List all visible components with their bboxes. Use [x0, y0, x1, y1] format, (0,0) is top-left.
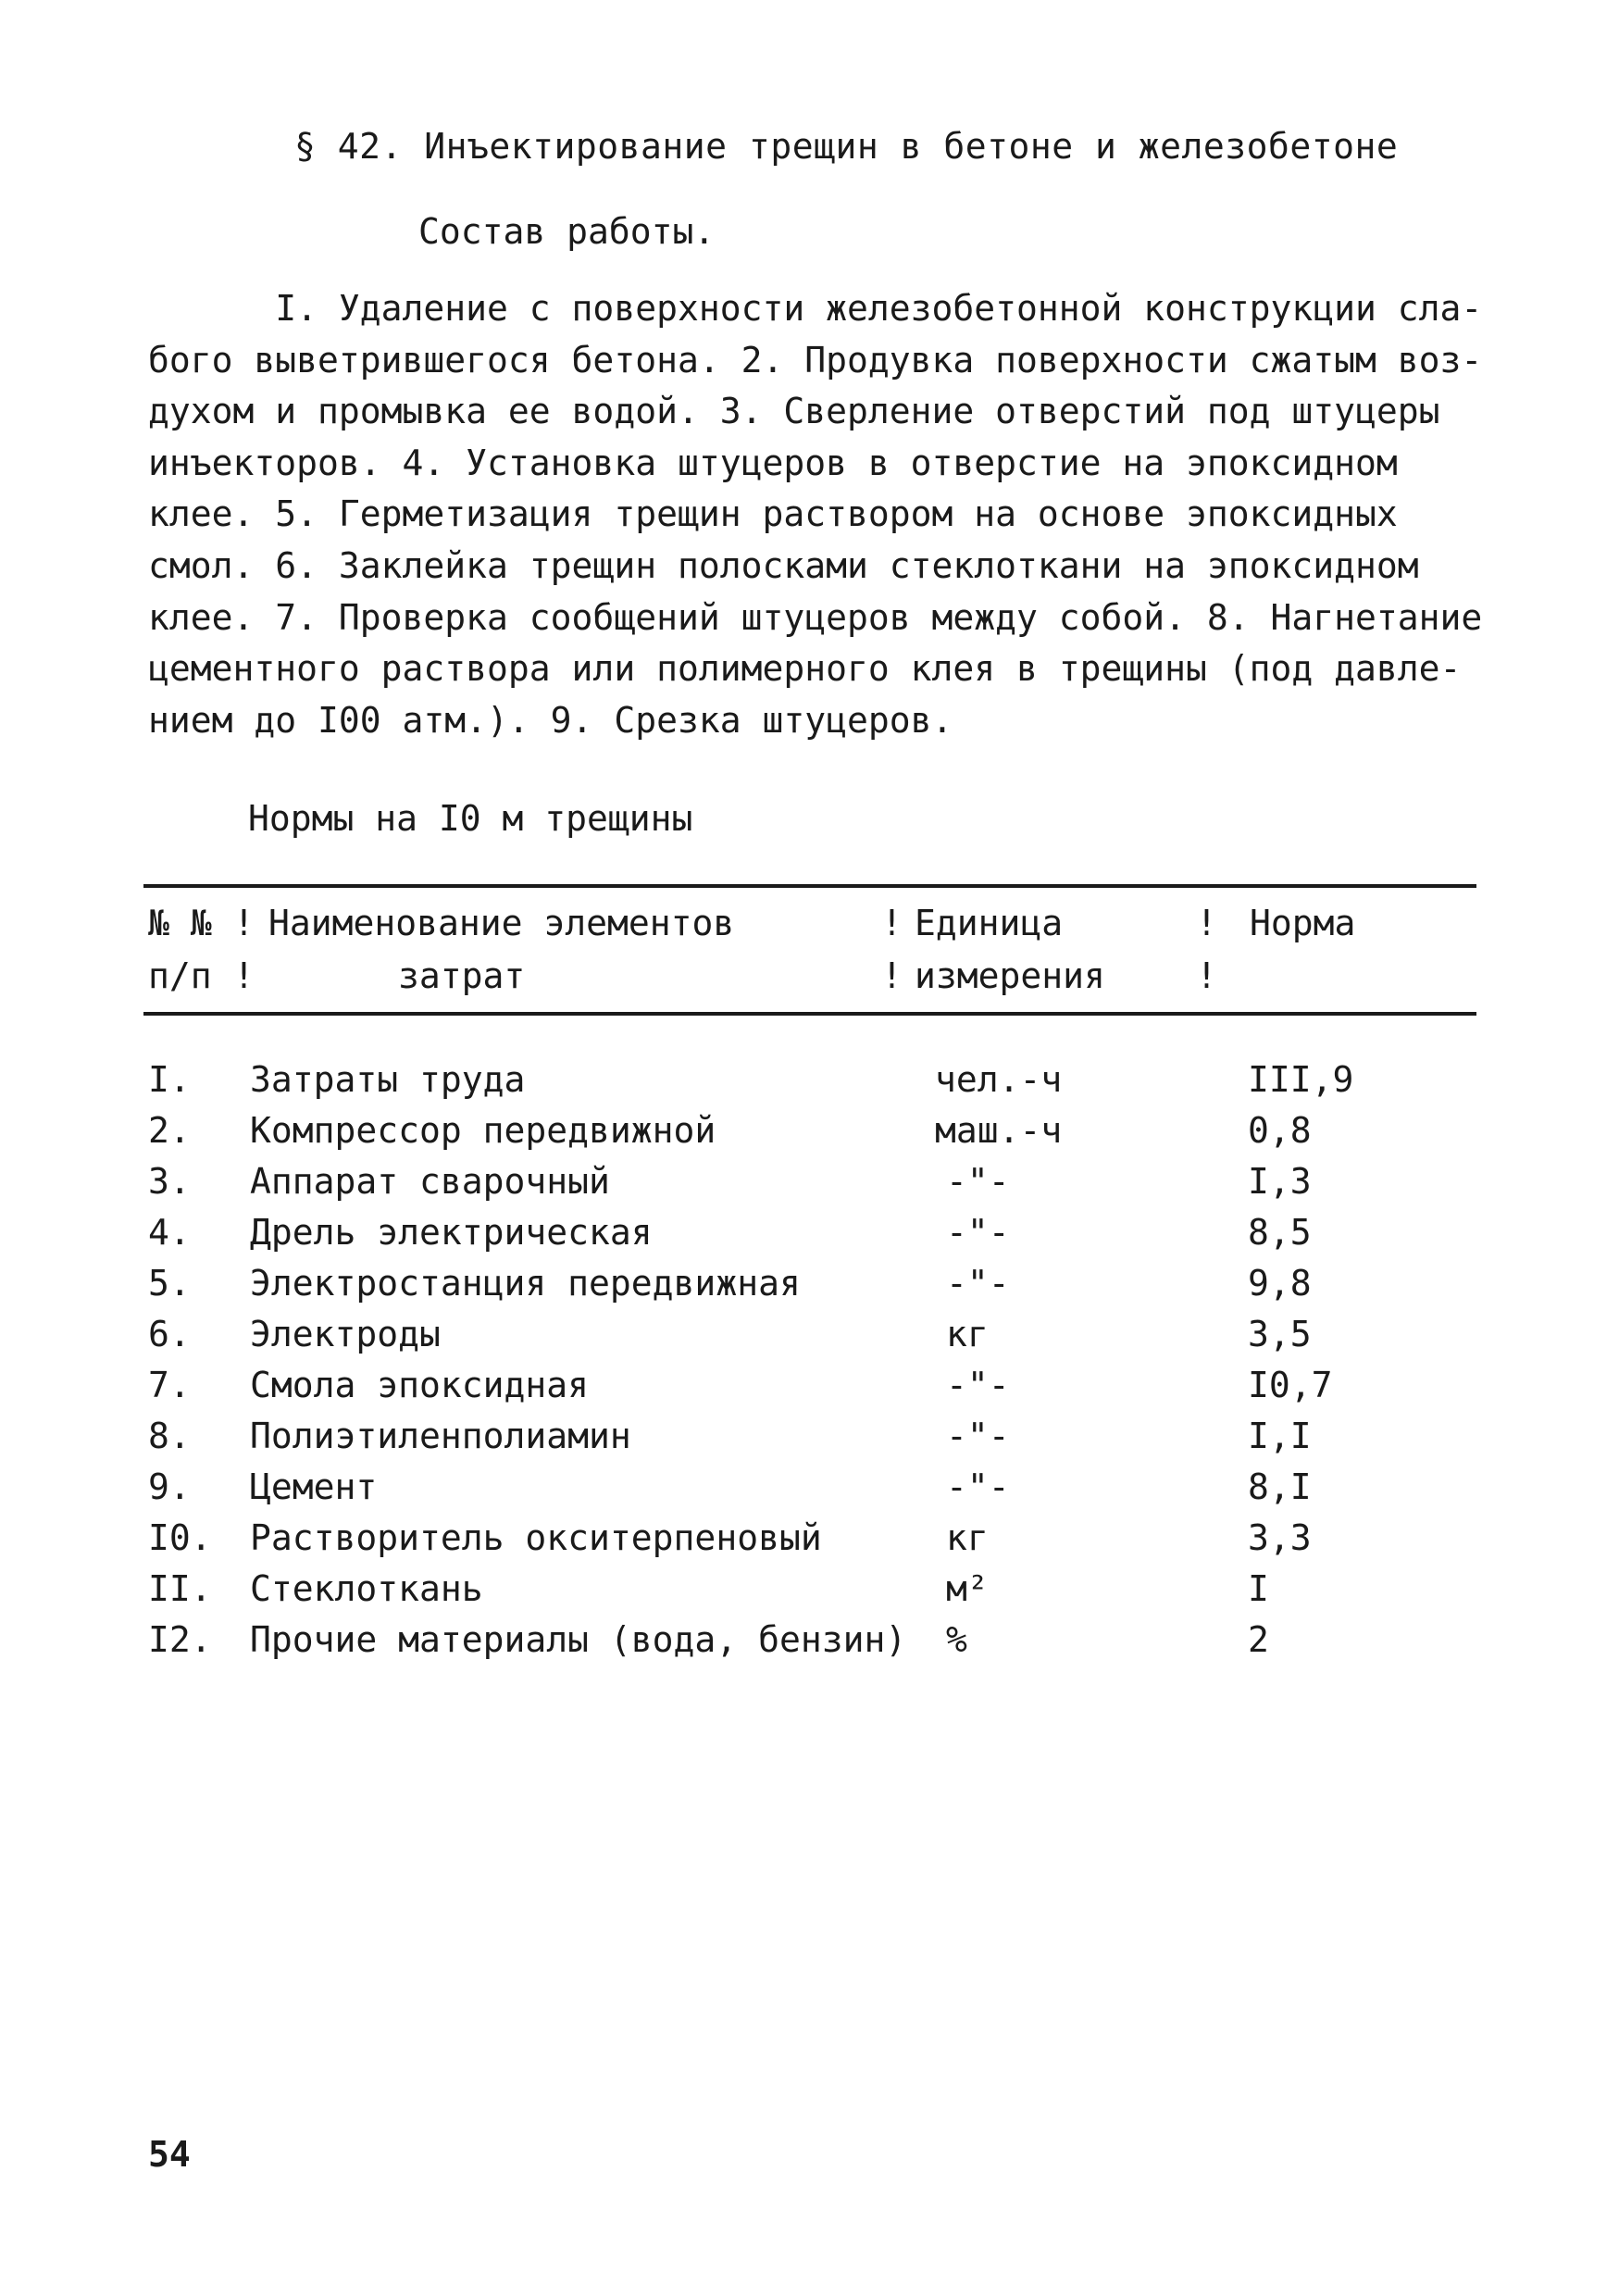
- row-norm: I0,7: [1248, 1365, 1333, 1405]
- row-unit: -"-: [946, 1161, 1010, 1202]
- row-number: 3.: [148, 1161, 191, 1202]
- header-separator: !: [1196, 903, 1217, 943]
- row-unit: -"-: [946, 1263, 1010, 1304]
- row-norm: 3,3: [1248, 1517, 1312, 1558]
- row-unit: маш.-ч: [935, 1110, 1063, 1151]
- row-name: Стеклоткань: [250, 1568, 483, 1609]
- row-unit: %: [946, 1619, 967, 1660]
- work-text-line: духом и промывка ее водой. 3. Сверление отверстий под штуцеры: [148, 391, 1440, 432]
- row-unit: кг: [946, 1517, 989, 1558]
- row-name: Электростанция передвижная: [250, 1263, 801, 1304]
- row-number: 6.: [148, 1314, 191, 1354]
- table-row: [0, 1416, 1619, 1466]
- table-header-rule: [143, 1012, 1476, 1016]
- row-number: I2.: [148, 1619, 212, 1660]
- header-unit-line1: Единица: [915, 903, 1064, 943]
- table-row: [0, 1619, 1619, 1670]
- work-text-line: I. Удаление с поверхности железобетонной конструкции сла-: [148, 288, 1483, 329]
- row-norm: 9,8: [1248, 1263, 1312, 1304]
- row-name: Смола эпоксидная: [250, 1365, 590, 1405]
- row-number: I.: [148, 1059, 191, 1100]
- header-num-line2: п/п: [148, 955, 212, 996]
- row-name: Дрель электрическая: [250, 1212, 653, 1253]
- row-number: 8.: [148, 1416, 191, 1456]
- row-unit: кг: [946, 1314, 989, 1354]
- row-unit: -"-: [946, 1212, 1010, 1253]
- work-heading: Состав работы.: [418, 211, 716, 252]
- table-row: [0, 1365, 1619, 1416]
- row-name: Растворитель окситерпеновый: [250, 1517, 822, 1558]
- table-row: [0, 1568, 1619, 1619]
- row-norm: I: [1248, 1568, 1269, 1609]
- table-row: [0, 1212, 1619, 1263]
- row-name: Аппарат сварочный: [250, 1161, 610, 1202]
- row-norm: 8,5: [1248, 1212, 1312, 1253]
- row-name: Электроды: [250, 1314, 441, 1354]
- row-number: 4.: [148, 1212, 191, 1253]
- table-row: [0, 1314, 1619, 1365]
- table-row: [0, 1110, 1619, 1161]
- header-name-line2: затрат: [398, 955, 526, 996]
- row-name: Полиэтиленполиамин: [250, 1416, 631, 1456]
- work-text-line: инъекторов. 4. Установка штуцеров в отверстие на эпоксидном: [148, 442, 1398, 483]
- table-row: [0, 1161, 1619, 1212]
- row-number: 5.: [148, 1263, 191, 1304]
- header-separator: !: [1196, 955, 1217, 996]
- section-title: § 42. Инъектирование трещин в бетоне и железобетоне: [294, 126, 1399, 167]
- row-norm: 8,I: [1248, 1466, 1312, 1507]
- header-separator: !: [233, 903, 255, 943]
- header-norm: Норма: [1250, 903, 1356, 943]
- header-num-line1: № №: [148, 903, 212, 943]
- table-row: [0, 1517, 1619, 1568]
- table-row: [0, 1263, 1619, 1314]
- table-row: [0, 1059, 1619, 1110]
- norms-caption: Нормы на I0 м трещины: [248, 798, 693, 839]
- header-separator: !: [233, 955, 255, 996]
- row-norm: 2: [1248, 1619, 1269, 1660]
- row-name: Компрессор передвижной: [250, 1110, 716, 1151]
- row-number: 9.: [148, 1466, 191, 1507]
- work-text-line: бого выветрившегося бетона. 2. Продувка поверхности сжатым воз-: [148, 339, 1483, 381]
- page-number: 54: [148, 2134, 191, 2175]
- work-text-line: нием до I00 атм.). 9. Срезка штуцеров.: [148, 699, 953, 741]
- row-unit: -"-: [946, 1365, 1010, 1405]
- row-unit: м²: [946, 1568, 989, 1609]
- row-norm: III,9: [1248, 1059, 1354, 1100]
- row-norm: 0,8: [1248, 1110, 1312, 1151]
- work-text-line: цементного раствора или полимерного клея в трещины (под давле-: [148, 648, 1462, 690]
- work-text-line: смол. 6. Заклейка трещин полосками стеклоткани на эпоксидном: [148, 544, 1419, 586]
- row-number: 7.: [148, 1365, 191, 1405]
- row-unit: -"-: [946, 1466, 1010, 1507]
- table-top-rule: [143, 884, 1476, 888]
- row-name: Цемент: [250, 1466, 378, 1507]
- row-name: Прочие материалы (вода, бензин): [250, 1619, 907, 1660]
- row-number: 2.: [148, 1110, 191, 1151]
- work-description: [148, 283, 1483, 746]
- work-text-line: клее. 5. Герметизация трещин раствором на основе эпоксидных: [148, 493, 1398, 535]
- row-name: Затраты труда: [250, 1059, 526, 1100]
- table-row: [0, 1466, 1619, 1517]
- header-unit-line2: измерения: [915, 955, 1105, 996]
- row-norm: 3,5: [1248, 1314, 1312, 1354]
- row-number: II.: [148, 1568, 212, 1609]
- row-unit: -"-: [946, 1416, 1010, 1456]
- row-norm: I,3: [1248, 1161, 1312, 1202]
- header-separator: !: [881, 955, 903, 996]
- row-number: I0.: [148, 1517, 212, 1558]
- header-separator: !: [881, 903, 903, 943]
- work-text-line: клее. 7. Проверка сообщений штуцеров между собой. 8. Нагнетание: [148, 596, 1483, 638]
- row-norm: I,I: [1248, 1416, 1312, 1456]
- row-unit: чел.-ч: [935, 1059, 1063, 1100]
- header-name-line1: Наименование элементов: [268, 903, 735, 943]
